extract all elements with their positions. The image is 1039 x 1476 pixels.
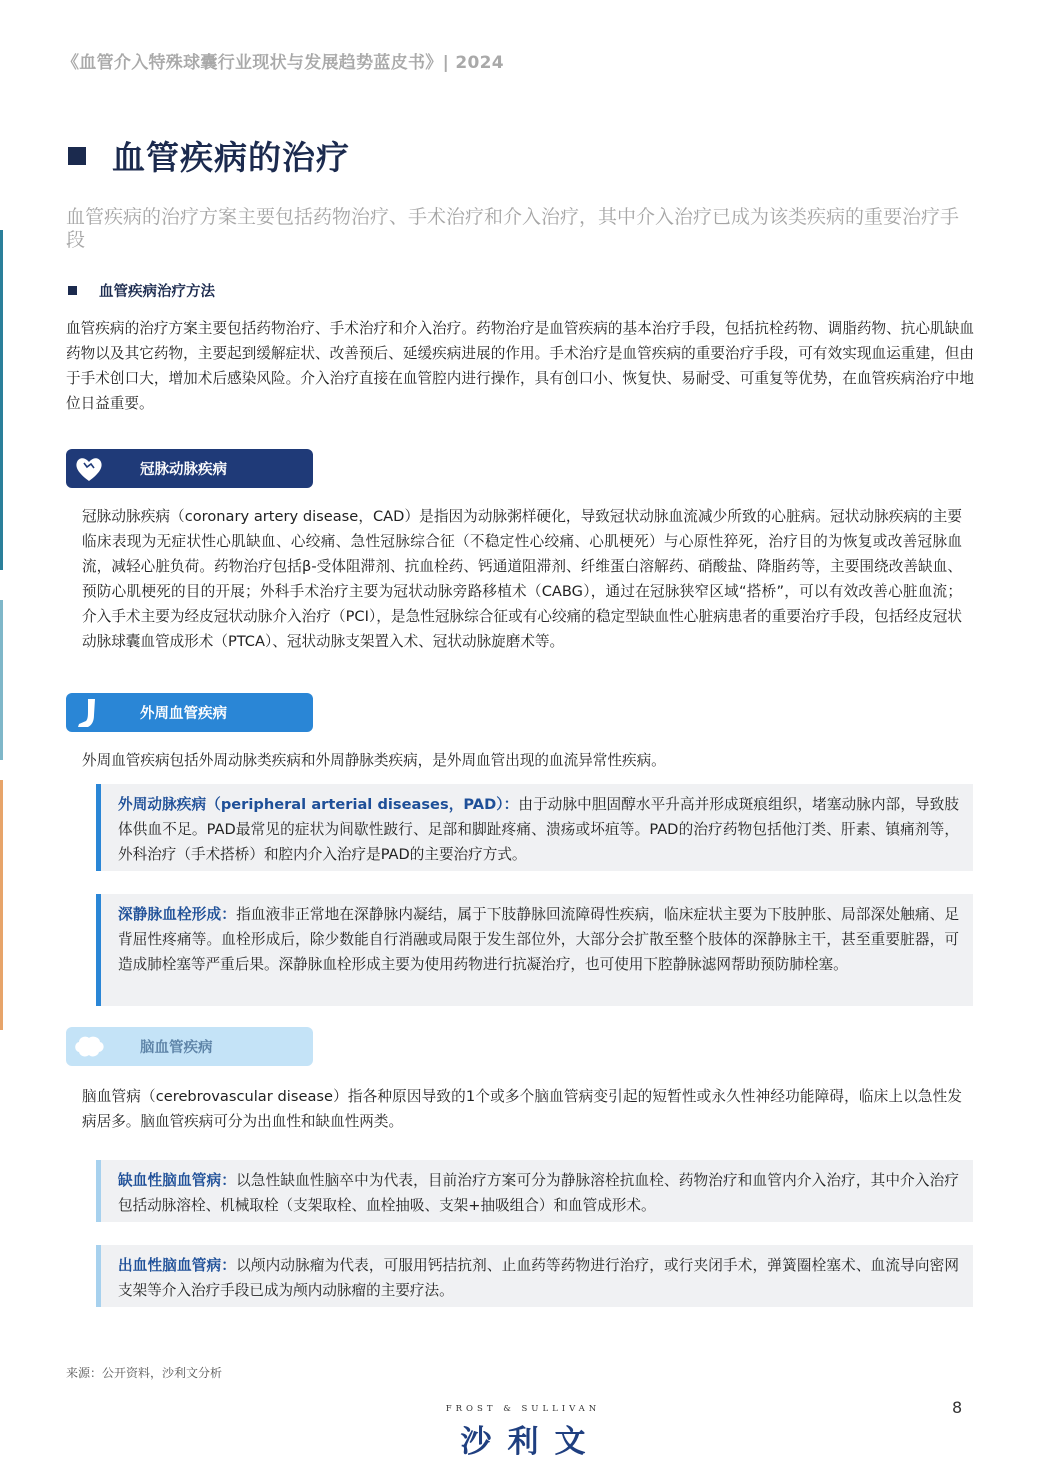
cerebro-label-pill xyxy=(66,1027,313,1066)
cad-label: 冠脉动脉疾病 xyxy=(140,462,227,478)
heart-icon xyxy=(66,449,112,488)
peripheral-intro: 外周血管疾病包括外周动脉类疾病和外周静脉类疾病，是外周血管出现的血流异常性疾病。 xyxy=(82,752,666,769)
left-edge-strip xyxy=(0,230,3,570)
hemorrhagic-text: 以颅内动脉瘤为代表，可服用钙拮抗剂、止血药等药物进行治疗，或行夹闭手术，弹簧圈栓塞术、血流导向密网支架等介入治疗手段已成为颅内动脉瘤的主要疗法。 xyxy=(118,1257,959,1299)
pad-text: 由于动脉中胆固醇水平升高并形成斑痕组织，堵塞动脉内部，导致肢体供血不足。PAD最常见的症状为间歇性跛行、足部和脚趾疼痛、溃疡或坏疽等。PAD的治疗药物包括他汀类、肝素、镇痛剂等，外科治疗（手术搭桥）和腔内介入治疗是PAD的主要治疗方式。 xyxy=(118,796,959,863)
document-header: 《血管介入特殊球囊行业现状与发展趋势蓝皮书》| 2024 xyxy=(62,53,504,73)
cerebro-intro: 脑血管病（cerebrovascular disease）指各种原因导致的1个或多个脑血管病变引起的短暂性或永久性神经功能障碍，临床上以急性发病居多。脑血管疾病可分为出血性和缺血性两类。 xyxy=(82,1088,962,1130)
left-edge-strip xyxy=(0,600,3,760)
pad-heading: 外周动脉疾病（peripheral arterial diseases，PAD）： xyxy=(118,796,519,813)
logo-chinese: 沙利文 xyxy=(460,1424,602,1460)
dvt-heading: 深静脉血栓形成： xyxy=(118,906,237,923)
pad-box xyxy=(96,784,973,871)
left-edge-strip xyxy=(0,780,3,1030)
section-subtitle: 血管疾病的治疗方案主要包括药物治疗、手术治疗和介入治疗，其中介入治疗已成为该类疾病的重要治疗手段 xyxy=(66,206,960,251)
section-title xyxy=(68,132,350,179)
peripheral-label: 外周血管疾病 xyxy=(140,706,227,722)
section-title-text: 血管疾病的治疗 xyxy=(112,138,350,177)
cerebro-label: 脑血管疾病 xyxy=(140,1040,213,1056)
peripheral-label-pill xyxy=(66,693,313,732)
bullet-square-icon xyxy=(68,286,77,295)
cad-paragraph: 冠脉动脉疾病（coronary artery disease，CAD）是指因为动脉粥样硬化，导致冠状动脉血流减少所致的心脏病。冠状动脉疾病的主要临床表现为无症状性心肌缺血、心绞痛、急性冠脉综合征（不稳定性心绞痛、心肌梗死）与心原性猝死，治疗目的为恢复或改善冠脉血流，减轻心脏负荷。药物治疗包括β-受体阻滞剂、抗血栓药、钙通道阻滞剂、纤维蛋白溶解药、硝酸盐、降脂药等，主要围绕改善缺血、预防心肌梗死的目的开展；外科手术治疗主要为冠状动脉旁路移植术（CABG），通过在冠脉狭窄区域“搭桥”，可以有效改善心脏血流；介入手术主要为经皮冠状动脉介入治疗（PCI），是急性冠脉综合征或有心绞痛的稳定型缺血性心脏病患者的重要治疗手段，包括经皮冠状动脉球囊血管成形术（PTCA）、冠状动脉支架置入术、冠状动脉旋磨术等。 xyxy=(82,508,962,650)
source-note: 来源：公开资料，沙利文分析 xyxy=(66,1366,223,1380)
dvt-text: 指血液非正常地在深静脉内凝结，属于下肢静脉回流障碍性疾病，临床症状主要为下肢肿胀、局部深处触痛、足背屈性疼痛等。血栓形成后，除少数能自行消融或局限于发生部位外，大部分会扩散至整个肢体的深静脉主干，甚至重要脏器，可造成肺栓塞等严重后果。深静脉血栓形成主要为使用药物进行抗凝治疗，也可使用下腔静脉滤网帮助预防肺栓塞。 xyxy=(118,906,959,973)
hemorrhagic-box xyxy=(96,1245,973,1307)
leg-icon xyxy=(66,693,112,732)
logo-english: FROST & SULLIVAN xyxy=(445,1404,601,1414)
methods-heading-text: 血管疾病治疗方法 xyxy=(99,284,215,300)
frost-sullivan-logo xyxy=(438,1404,608,1461)
hemorrhagic-heading: 出血性脑血管病： xyxy=(118,1257,237,1274)
dvt-box xyxy=(96,894,973,1006)
ischemic-text: 以急性缺血性脑卒中为代表，目前治疗方案可分为静脉溶栓抗血栓、药物治疗和血管内介入治疗，其中介入治疗包括动脉溶栓、机械取栓（支架取栓、血栓抽吸、支架+抽吸组合）和血管成形术。 xyxy=(118,1172,959,1214)
ischemic-box xyxy=(96,1160,973,1222)
ischemic-heading: 缺血性脑血管病： xyxy=(118,1172,237,1189)
cad-label-pill xyxy=(66,449,313,488)
title-square-icon xyxy=(68,147,86,165)
methods-heading xyxy=(68,280,215,301)
page-number: 8 xyxy=(952,1398,963,1417)
methods-paragraph: 血管疾病的治疗方案主要包括药物治疗、手术治疗和介入治疗。药物治疗是血管疾病的基本治疗手段，包括抗栓药物、调脂药物、抗心肌缺血药物以及其它药物，主要起到缓解症状、改善预后、延缓疾病进展的作用。手术治疗是血管疾病的重要治疗手段，可有效实现血运重建，但由于手术创口大，增加术后感染风险。介入治疗直接在血管腔内进行操作，具有创口小、恢复快、易耐受、可重复等优势，在血管疾病治疗中地位日益重要。 xyxy=(66,320,974,412)
brain-icon xyxy=(66,1027,112,1066)
